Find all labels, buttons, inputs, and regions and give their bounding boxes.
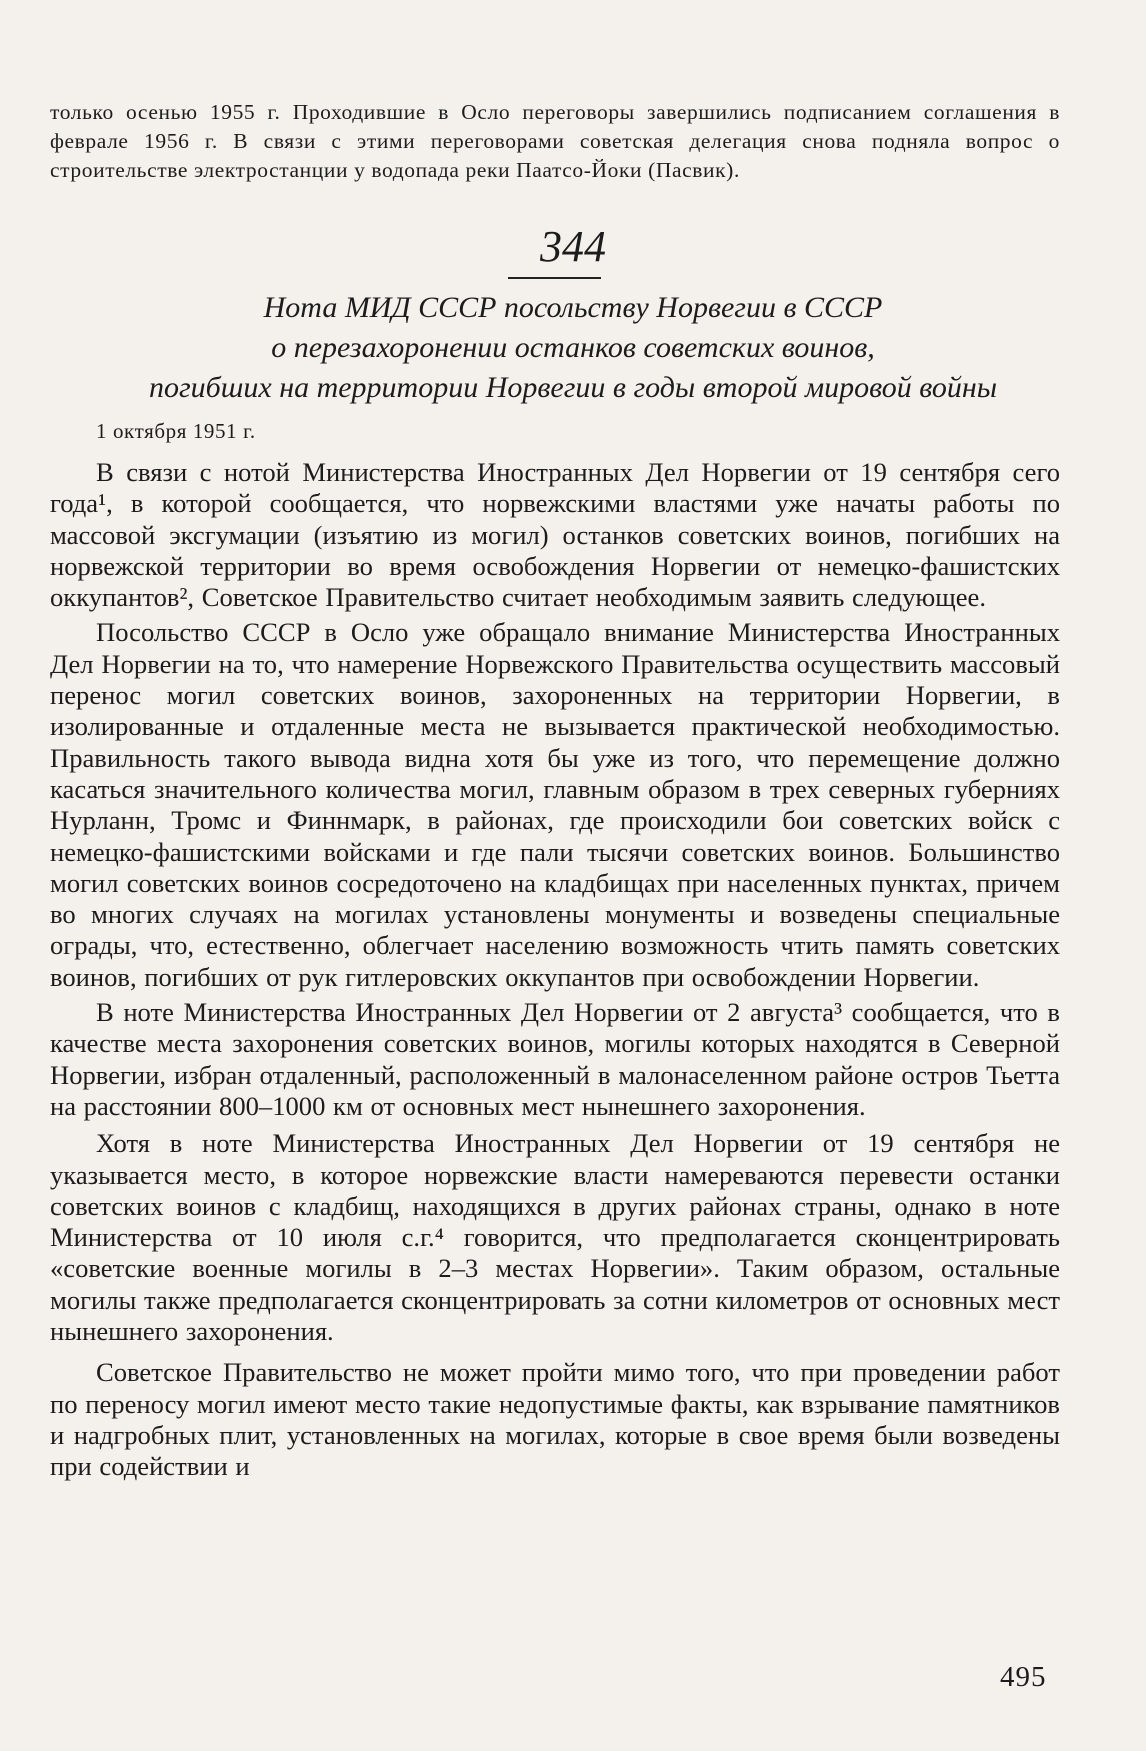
document-date: 1 октября 1951 г. — [96, 419, 256, 443]
body-paragraph: Советское Правительство не может пройти мимо того, что при проведении работ по переносу могил имеют место такие недопустимые факты, как взрывание памятников и надгробных плит, установленных на могилах, которые в свое время были возведены при содействии и — [50, 1357, 1060, 1482]
document-title-line: Нота МИД СССР посольству Норвегии в СССР — [263, 291, 883, 324]
page-number: 495 — [1000, 1661, 1047, 1693]
intro-paragraph: только осенью 1955 г. Проходившие в Осло переговоры завершились подписанием соглашения в феврале 1956 г. В связи с этими переговорами советская делегация снова подняла вопрос о строительстве электростанции у водопада реки Паатсо-Йоки (Пасвик). — [50, 100, 1060, 182]
body-paragraph: Хотя в ноте Министерства Иностранных Дел Норвегии от 19 сентября не указывается место, в которое норвежские власти намереваются перевести останки советских воинов с кладбищ, находящихся в других районах страны, однако в ноте Министерства от 10 июля с.г.⁴ говорится, что предполагается сконцентрировать «советские военные могилы в 2–3 местах Норвегии». Таким образом, остальные могилы также предполагается сконцентрировать за сотни километров от основных мест нынешнего захоронения. — [50, 1128, 1060, 1347]
document-title-line: о перезахоронении останков советских воинов, — [271, 331, 875, 364]
document-title-line: погибших на территории Норвегии в годы второй мировой войны — [148, 371, 998, 404]
body-paragraph: Посольство СССР в Осло уже обращало внимание Министерства Иностранных Дел Норвегии на то, что намерение Норвежского Правительства осуществить массовый перенос могил советских воинов, захороненных на территории Норвегии, в изолированные и отдаленные места не вызывается практической необходимостью. Правильность такого вывода видна хотя бы уже из того, что перемещение должно касаться значительного количества могил, главным образом в трех северных губерниях Нурланн, Тромс и Финнмарк, в районах, где происходили бои советских войск с немецко-фашистскими войсками и где пали тысячи советских воинов. Большинство могил советских воинов сосредоточено на кладбищах при населенных пунктах, причем во многих случаях на могилах установлены монументы и возведены специальные ограды, что, естественно, облегчает населению возможность чтить память советских воинов, погибших от рук гитлеровских оккупантов при освобождении Норвегии. — [50, 617, 1060, 992]
body-paragraph: В связи с нотой Министерства Иностранных Дел Норвегии от 19 сентября сего года¹, в которой сообщается, что норвежскими властями уже начаты работы по массовой эксгумации (изъятию из могил) останков советских воинов, погибших на норвежской территории во время освобождения Норвегии от немецко-фашистских оккупантов², Советское Правительство считает необходимым заявить следующее. — [50, 457, 1060, 613]
document-body — [50, 457, 1060, 1483]
document-number: 344 — [540, 222, 606, 271]
body-paragraph: В ноте Министерства Иностранных Дел Норвегии от 2 августа³ сообщается, что в качестве места захоронения советских воинов, могилы которых находятся в Северной Норвегии, избран отдаленный, расположенный в малонаселенном районе остров Тьетта на расстоянии 800–1000 км от основных мест нынешнего захоронения. — [50, 997, 1060, 1121]
document-title — [40, 288, 1106, 408]
document-number-underline — [508, 277, 601, 279]
